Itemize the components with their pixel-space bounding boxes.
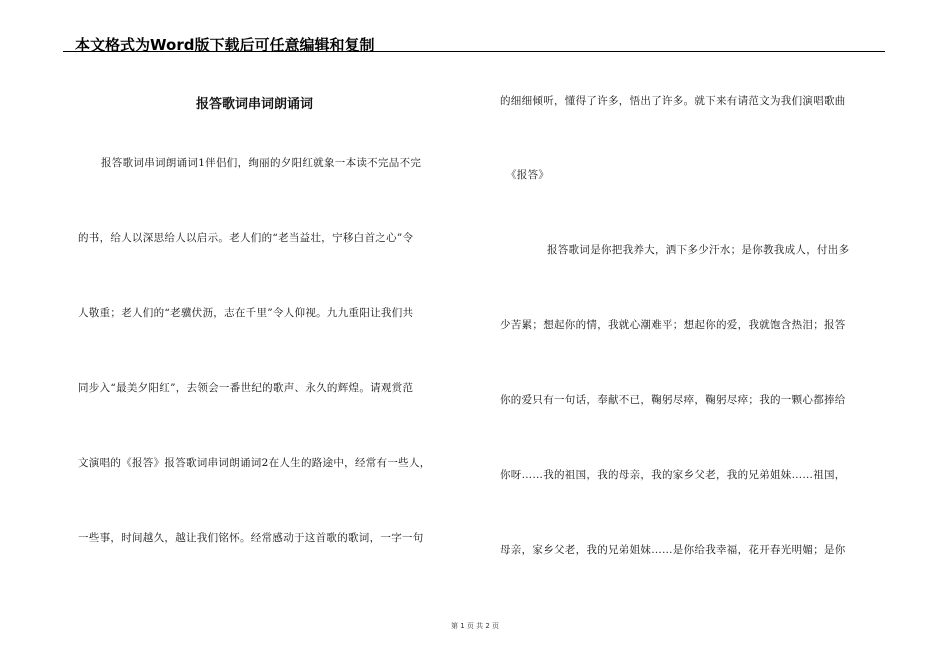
paragraph-line: 同步入“最美夕阳红”，去领会一番世纪的歌声、永久的辉煌。请观赏范 [78,382,414,394]
paragraph-line: 你呀……我的祖国，我的母亲，我的家乡父老，我的兄弟姐妹……祖国， [500,469,846,481]
paragraph-line: 一些事，时间越久，越让我们铭怀。经常感动于这首歌的歌词，一字一句 [78,532,424,544]
paragraph-line: 《报答》 [506,169,550,181]
paragraph-line: 的书，给人以深思给人以启示。老人们的“老当益壮，宁移白首之心”令 [78,232,414,244]
paragraph-line: 少苦累；想起你的情，我就心潮难平；想起你的爱，我就饱含热泪；报答 [500,319,846,331]
header-divider [63,51,885,52]
page-number: 第 1 页 共 2 页 [450,622,500,630]
paragraph-line: 你的爱只有一句话，奉献不已，鞠躬尽瘁，鞠躬尽瘁；我的一颗心都捧给 [500,394,846,406]
paragraph-line: 人敬重；老人们的“老骥伏沥，志在千里”令人仰视。九九重阳让我们共 [78,307,414,319]
paragraph-line: 母亲，家乡父老，我的兄弟姐妹……是你给我幸福，花开春光明媚；是你 [500,544,846,556]
document-banner: 本文格式为Word版下载后可任意编辑和复制 [75,36,375,54]
paragraph-line: 报答歌词是你把我养大，洒下多少汗水；是你教我成人，付出多 [547,244,850,256]
paragraph-line: 的细细倾听，懂得了许多，悟出了许多。就下来有请范文为我们演唱歌曲 [500,95,846,107]
document-title: 报答歌词串词朗诵词 [196,97,314,112]
paragraph-line: 报答歌词串词朗诵词1伴侣们，绚丽的夕阳红就象一本读不完品不完 [101,157,422,169]
paragraph-line: 文演唱的《报答》报答歌词串词朗诵词2在人生的路途中，经常有一些人， [78,457,431,469]
